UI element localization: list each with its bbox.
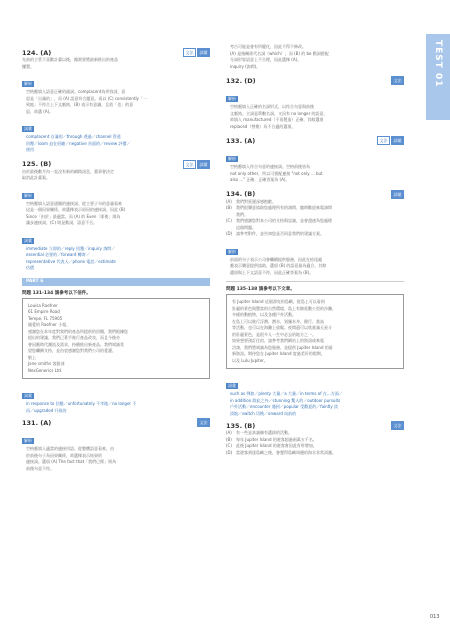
continued-line: 分詞形容語意上不合理，因此選擇 (A)。 [230,57,302,62]
section-divider [226,281,404,282]
letter-line: 感謝您在本年度對我們的產品所提供的回饋，我們根據您 [28,328,128,334]
vocab-line: essential 必要的／forward 轉寄／ [26,252,90,257]
explanation-label: 解析 [24,438,32,443]
vocab-line: 再／upgraded 升級的 [26,407,67,413]
question-number: 124. (A) [22,48,52,57]
answer-option: (C) 此後 Jupiter Island 的遊客會因此有所增加。 [226,443,317,448]
tag-vocab: 詞彙 [391,136,404,145]
letter-line: NexGenerics Ltd. [28,367,63,373]
passage-line: 以及 Lulu Jupiter。 [232,357,268,363]
question-132 [226,76,404,130]
question-tags [391,190,404,199]
answer-option: (A) 我們對延遲深感抱歉。 [226,198,276,204]
part-banner [22,278,210,286]
question-tags [377,136,404,145]
question-number: 133. (A) [226,136,256,145]
part-title: PART 6 [26,279,44,284]
vocab-line: in response to 回應／unfortunately 不幸地／no longer 不 [26,401,137,406]
passage-heading: 問題 131-134 請參考以下信件。 [22,290,91,296]
explanation-line: 選項與上下文語意不符，因此正確答案為 (B)。 [230,269,314,275]
vocab-label: 詞彙 [24,237,32,243]
passage-line: 新資訊。期待您在 Jupiter Island 度過美好的假期， [232,351,325,356]
vocab-line: 估價 [26,265,34,270]
explanation-label: 解析 [24,81,32,86]
tag-grammar: 文法 [197,418,210,427]
letter-line: 61 Empire Road [28,309,60,314]
question-text-line: 擱置。 [22,63,34,69]
continued-line: (A) 是指關係代名詞（which），而 (B) 的 be 動詞搭配 [230,50,329,56]
answer-option: (A) 有一些是真誠擁有選拔的活動。 [226,430,292,435]
explanation-label: 解析 [228,248,236,254]
answer-option: (C) 我們感謝您對本公司的支持與忠誠，並會盡速為您處理 [226,218,332,223]
explanation-line: 讓步連接詞，(C) 則是動詞，語意不合。 [26,220,98,225]
passage-line: 壯麗的景色與豐富的自然環境，島上有綿延數公里的沙灘， [232,305,336,311]
tag-vocab: 詞彙 [391,190,404,199]
question-number: 132. (D) [226,76,256,85]
question-tags [391,76,404,85]
vocab-label: 詞彙 [228,383,236,388]
question-text-line: 先前的主管不喜歡計畫以後，總裁要將最新推出的產品 [22,57,118,62]
tag-grammar: 文法 [183,48,196,57]
passage-line: 在島上可以進行浮潛、潛水、划獨木舟、健行、賞鳥 [232,318,324,324]
passage-line: 洽詢，我們將竭誠為您服務，並提供 Jupiter Island 的最 [232,344,333,350]
explanation-line: 這是一個因果關係，故選擇表示原因的連接詞。因此 (B) [26,207,126,212]
answer-option: (B) 我們很樂意協助您處理所有的詢問，隨時歡迎來電詢問 [226,205,332,210]
vocab-line: 淡地／switch 切換／onward 向前的 [230,410,297,416]
question-134 [226,190,404,277]
explanation-line: 致地」不符合上下文脈絡，(B) 表示有意識，且依「也」的意 [26,102,134,107]
passage-heading: 問題 135-138 請參考以下文章。 [226,287,295,292]
question-number: 134. (B) [226,190,256,198]
letter-line: Louisa Raefner [28,302,58,308]
tag-vocab: 詞彙 [197,48,210,57]
passage-line: 多樣的動植物，以及各種戶外活動。 [232,312,296,317]
question-131 [22,418,210,472]
continued-line: 考古可能是會有所變化，因此不得不修改。 [230,44,306,49]
passage-line: 有 Jupiter Island 這個漂亮的島嶼，從島上可以看到 [232,299,325,304]
answer-option: 這個問題。 [236,224,256,230]
vocab-line: 使用 [26,147,34,152]
vocab-label: 詞彙 [24,393,32,398]
answer-option: (B) 每年 Jupiter Island 的遊客超過兩萬五千名。 [226,436,317,442]
letter-box [22,298,210,380]
explanation-label: 解析 [228,96,236,101]
question-tags [197,418,210,427]
question-tags [183,48,210,57]
explanation-line: replaced（替換）為不合適的選項。 [230,123,296,129]
question-133 [226,136,404,184]
explanation-line: 前後句意不符。 [26,465,54,471]
tag-vocab: 詞彙 [197,160,210,169]
question-125 [22,160,210,272]
letter-line: 會因應時代潮流及需求，持續推出新產品。我們竭誠希 [28,341,124,347]
explanation-line: 前面的句子表示公司會繼續提供服務，因此在結尾處 [230,256,322,262]
vocab-line: 回覆／loom 迫在眉睫／negative 負面的／review 評價／ [26,140,131,146]
question-number: 131. (A) [22,418,52,427]
passage-box [226,294,404,369]
side-tab-label: TEST 01 [433,40,443,88]
explanation-line: 思，故選 (A)。 [26,108,54,114]
explanation-label: 解析 [228,156,236,161]
explanation-line: 空格應填入正確的名詞形式，以符合句意與前後 [230,104,314,109]
explanation-line: 文脈絡。主詞是單數名詞，又因有 no longer 的語意， [230,110,328,116]
vocab-line: representative 代表人／phone 電話／estimate [26,258,116,264]
test-side-tab [426,34,450,120]
explanation-line: 空格應填入適當的連接用語。從整體語意看來，由 [26,446,114,451]
tag-grammar: 文法 [391,421,404,430]
explanation-line: also ..." 正確，正確答案為 (A)。 [230,177,290,182]
letter-line: 敬上 [28,354,36,360]
vocab-line: such as 例如／plenty 大量／a 大量／in terms of 在...方面／ [230,391,343,396]
explanation-line: Since「由於」最適當。而 (A) 的 Even「即使」則為 [26,213,121,219]
tag-grammar: 文法 [391,76,404,85]
letter-line: 望您繼續支持，並由衷感謝您對我們公司的愛護。 [28,348,116,353]
explanation-line: 思是「自滿的」，而 (A) 語意符合題意。再以 (C) consistently「一 [26,95,147,101]
passage-line: 的壯麗景色，是很多人一生中必去的地方之一。 [232,331,316,337]
vocab-line: 戶外活動／encounter 遇到／popular 受歡迎的／faintly 淡 [230,404,339,409]
tag-grammar: 文法 [377,136,390,145]
explanation-line: 空格應填入語意通順的連接詞。從主要子句的意義看來 [26,200,122,206]
explanation-line: 於前後句子為因果關係，故選擇表示結果的 [26,452,102,458]
letter-line: 親愛的 Raefner 小姐， [28,322,71,327]
explanation-line: 應表示樂意提供協助，選項 (B) 的語意最為適合，其餘 [230,263,327,268]
right-column [226,44,404,456]
question-number: 135. (B) [226,421,256,430]
question-text-line: 由於最後數月內一直沒有新的網路訊息，董事會決定 [22,168,114,174]
explanation-line: 空格應填入語意正確的副詞。complacent為形容詞，意 [26,89,126,94]
question-text-line: 取消此計畫案。 [22,175,50,180]
question-135 [226,421,404,456]
question-tags [183,160,210,169]
continued-line: inquiry (詢問)。 [230,63,261,69]
explanation-line: 故填入 manufactured（不再製造）正確，其餘選項 [230,117,324,122]
question-tags [391,421,404,430]
passage-line: 如果想要預訂住宿，請參考我們網站上的資訊或來電 [232,338,324,343]
answer-option: 我們。 [236,211,248,217]
explanation-label: 解析 [24,192,32,198]
passage-line: 等活動，也可以在海灘上放鬆。夜間還可以欣賞滿天星斗 [232,325,332,330]
vocab-line: complacent 自滿的／through 透過／channel 管道 [26,134,121,139]
tag-grammar: 文法 [183,160,196,169]
page-number: 013 [430,614,440,620]
explanation-line: 連接詞。選項 (A) The fact that「我們已經」則為 [26,459,117,464]
answer-option: (D) 當遊客到達島嶼之後，會覺得島嶼周邊的海水非常清澈。 [226,449,336,455]
explanation-line: 空格應填入符合句意的連接詞。空格前後皆為 [230,164,310,169]
vocab-line: immediate 立即的／reply 回覆／inquiry 詢問／ [26,245,116,251]
answer-option: (D) 請參考附件，並告知您是否同意我們的建議方案。 [226,231,324,236]
left-column [22,44,210,472]
question-number: 125. (B) [22,160,52,168]
question-124 [22,48,210,154]
vocab-line: in addition 除此之外／stunning 驚人的／outdoor pursuits [230,397,341,403]
letter-line: Jane smiths 客服部 [28,361,65,366]
letter-line: Tempe, FL 75905 [28,315,63,321]
vocab-label: 詞彙 [24,126,32,131]
letter-line: 提出的建議，我們已著手進行產品改良，而且今後亦 [28,335,120,340]
explanation-line: not only other，所以可搭配連接 "not only ... but [230,170,323,176]
